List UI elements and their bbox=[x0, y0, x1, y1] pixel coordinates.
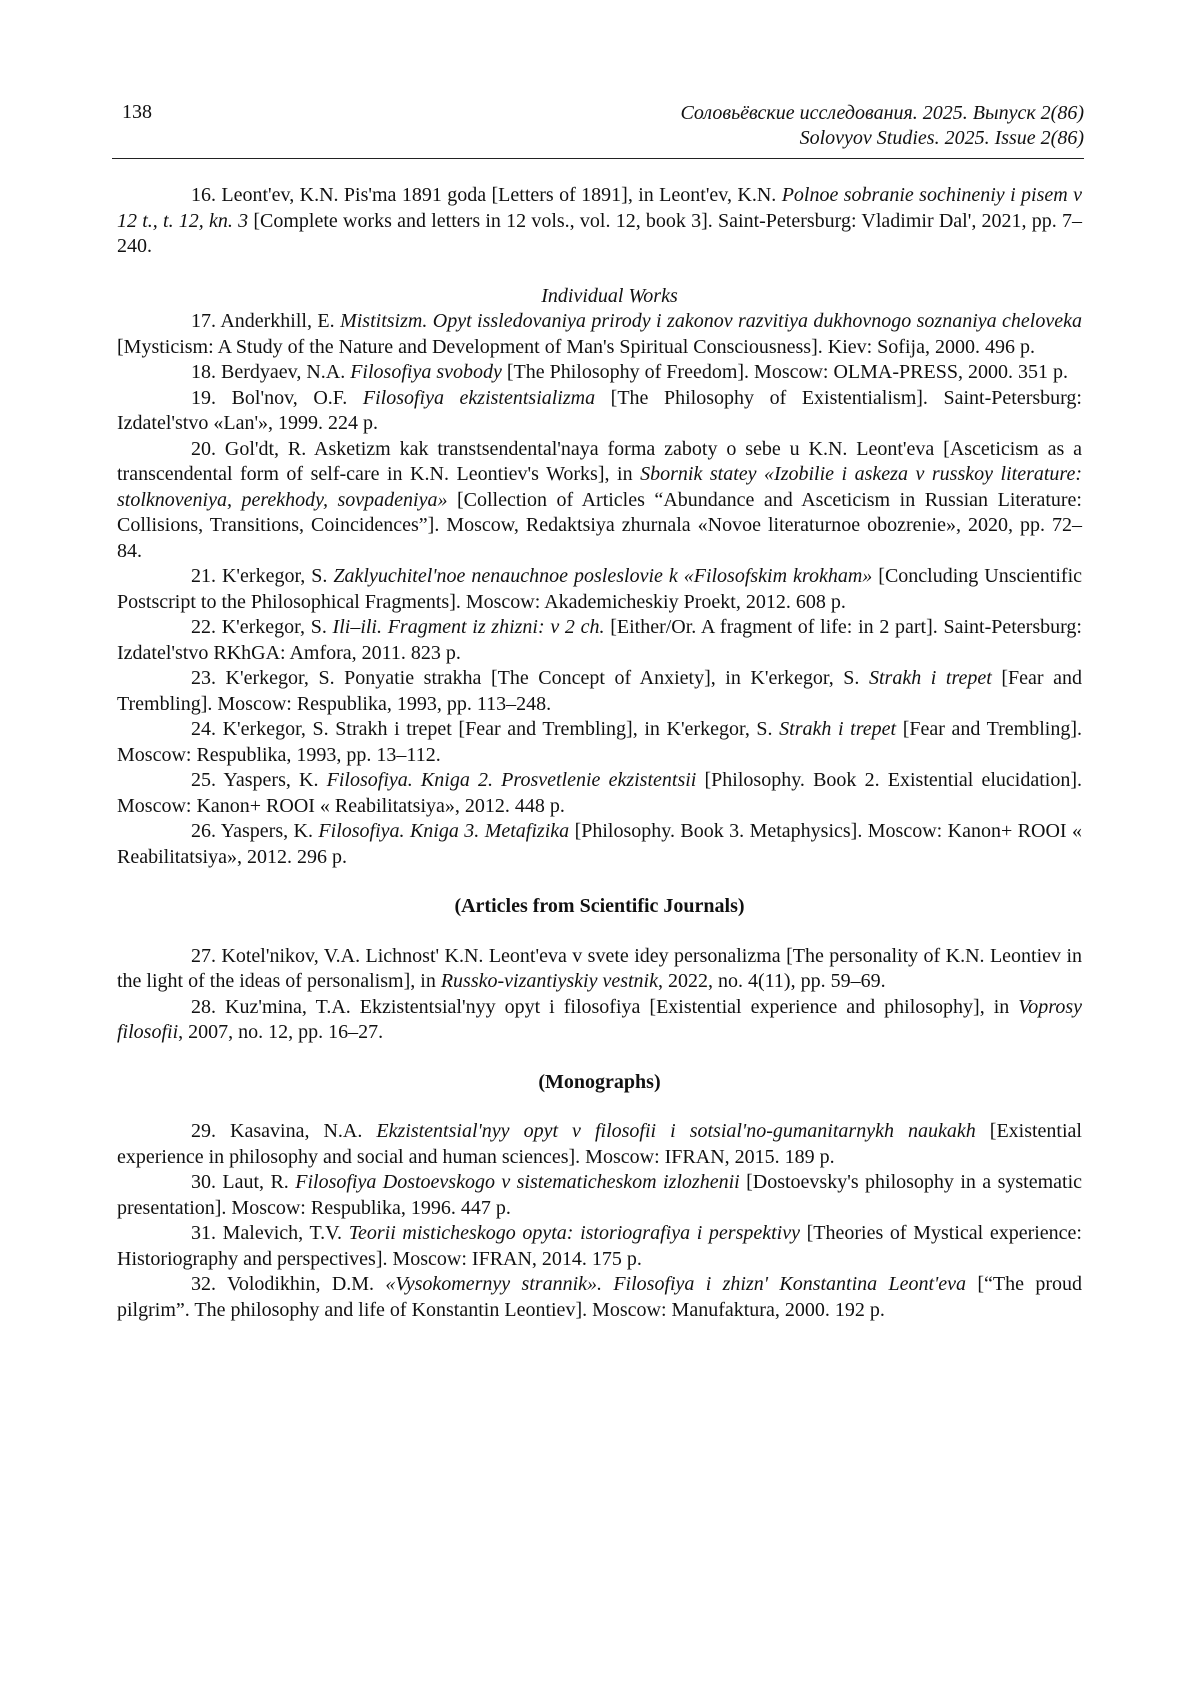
reference-item: 27. Kotel'nikov, V.A. Lichnost' K.N. Leont'eva v svete idey personalizma [The personality of K.N. Leontiev in the light of the ideas of personalism], in Russko-vizantiyskiy vestnik, 2022, no. 4(11), pp. 59–69. bbox=[117, 944, 1082, 992]
reference-item: 24. K'erkegor, S. Strakh i trepet [Fear and Trembling], in K'erkegor, S. Strakh i trepet [Fear and Trembling]. Moscow: Respublika, 1993, pp. 13–112. bbox=[117, 718, 1083, 766]
reference-item: 28. Kuz'mina, T.A. Ekzistentsial'nyy opyt i filosofiya [Existential experience and philosophy], in Voprosy filosofii, 2007, no. 12, pp. 16–27. bbox=[117, 995, 1082, 1043]
reference-item: 16. Leont'ev, K.N. Pis'ma 1891 goda [Letters of 1891], in Leont'ev, K.N. Polnoe sobranie sochineniy i pisem v 12 t., t. 12, kn. 3 [Complete works and letters in 12 vols., vol. 12, book 3]. Saint-Petersburg: Vladimir Dal', 2021, pp. 7–240. bbox=[117, 184, 1083, 257]
page-number: 138 bbox=[122, 101, 152, 123]
reference-item: 25. Yaspers, K. Filosofiya. Kniga 2. Prosvetlenie ekzistentsii [Philosophy. Book 2. Existential elucidation]. Moscow: Kanon+ ROOI « Reabilitatsiya», 2012. 448 p. bbox=[117, 769, 1082, 817]
reference-item: 26. Yaspers, K. Filosofiya. Kniga 3. Metafizika [Philosophy. Book 3. Metaphysics]. Moscow: Kanon+ ROOI « Reabilitatsiya», 2012. 296 p. bbox=[117, 820, 1082, 868]
reference-list bbox=[117, 183, 1082, 1323]
reference-item: 17. Anderkhill, E. Mistitsizm. Opyt issledovaniya prirody i zakonov razvitiya dukhovnogo soznaniya cheloveka [Mysticism: A Study of the Nature and Development of Man's Spiritual Consciousness]. Kiev: Sofija, 2000. 496 p. bbox=[117, 310, 1082, 358]
page-header bbox=[112, 98, 1084, 159]
reference-item: 18. Berdyaev, N.A. Filosofiya svobody [The Philosophy of Freedom]. Moscow: OLMA-PRESS, 2000. 351 p. bbox=[191, 361, 1068, 383]
reference-item: 31. Malevich, T.V. Teorii misticheskogo opyta: istoriografiya i perspektivy [Theories of Mystical experience: Historiography and perspectives]. Moscow: IFRAN, 2014. 175 p. bbox=[117, 1222, 1082, 1270]
journal-title-ru: Соловьёвские исследования. 2025. Выпуск 2(86) bbox=[680, 102, 1084, 124]
reference-item: 32. Volodikhin, D.M. «Vysokomernyy strannik». Filosofiya i zhizn' Konstantina Leont'eva [“The proud pilgrim”. The philosophy and life of Konstantin Leontiev]. Moscow: Manufaktura, 2000. 192 p. bbox=[117, 1273, 1082, 1321]
reference-item: 20. Gol'dt, R. Asketizm kak transtsendental'naya forma zaboty o sebe u K.N. Leont'eva [Asceticism as a transcendental form of self-care in K.N. Leontiev's Works], in Sbornik statey «Izobilie i askeza v russkoy literature: stolknoveniya, perekhody, sovpadeniya» [Collection of Articles “Abundance and Asceticism in Russian Literature: Collisions, Transitions, Coincidences”]. Moscow, Redaktsiya zhurnala «Novoe literaturnoe obozrenie», 2020, pp. 72–84. bbox=[117, 437, 1082, 562]
reference-item: 22. K'erkegor, S. Ili–ili. Fragment iz zhizni: v 2 ch. [Either/Or. A fragment of life: in 2 part]. Saint-Petersburg: Izdatel'stvo RKhGA: Amfora, 2011. 823 p. bbox=[117, 616, 1082, 664]
reference-item: 19. Bol'nov, O.F. Filosofiya ekzistentsializma [The Philosophy of Existentialism]. Saint-Petersburg: Izdatel'stvo «Lan'», 1999. 224 p. bbox=[117, 386, 1082, 434]
section-heading-monographs: (Monographs) bbox=[538, 1070, 661, 1093]
reference-item: 30. Laut, R. Filosofiya Dostoevskogo v sistematicheskom izlozhenii [Dostoevsky's philosophy in a systematic presentation]. Moscow: Respublika, 1996. 447 p. bbox=[117, 1171, 1082, 1219]
journal-title-en: Solovyov Studies. 2025. Issue 2(86) bbox=[799, 127, 1084, 149]
section-heading-individual-works: Individual Works bbox=[541, 284, 678, 307]
section-heading-articles: (Articles from Scientific Journals) bbox=[454, 895, 745, 917]
reference-item: 21. K'erkegor, S. Zaklyuchitel'noe nenauchnoe posleslovie k «Filosofskim krokham» [Concluding Unscientific Postscript to the Philosophical Fragments]. Moscow: Akademicheskiy Proekt, 2012. 608 p. bbox=[117, 565, 1082, 613]
journal-title bbox=[680, 101, 1084, 151]
reference-item: 23. K'erkegor, S. Ponyatie strakha [The Concept of Anxiety], in K'erkegor, S. Strakh i trepet [Fear and Trembling]. Moscow: Respublika, 1993, pp. 113–248. bbox=[117, 667, 1082, 715]
reference-item: 29. Kasavina, N.A. Ekzistentsial'nyy opyt v filosofii i sotsial'no-gumanitarnykh naukakh [Existential experience in philosophy and social and human sciences]. Moscow: IFRAN, 2015. 189 p. bbox=[117, 1120, 1082, 1168]
